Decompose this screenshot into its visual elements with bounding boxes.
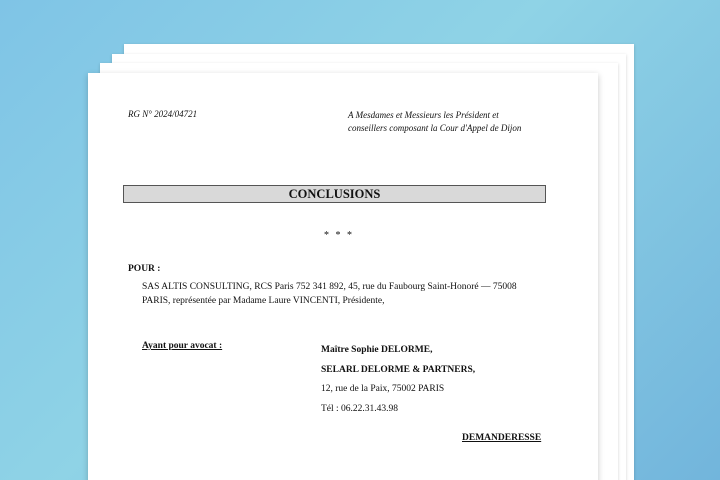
party-line-2: PARIS, représentée par Madame Laure VINCENTI, Présidente, (142, 296, 385, 306)
lawyer-firm: SELARL DELORME & PARTNERS, (321, 364, 476, 375)
party-line-1: SAS ALTIS CONSULTING, RCS Paris 752 341 892, 45, rue du Faubourg Saint-Honoré — 75008 (142, 282, 517, 292)
document-title: CONCLUSIONS (123, 185, 546, 203)
pour-label: POUR : (128, 264, 161, 274)
separator: * * * (324, 230, 354, 241)
party-role: DEMANDERESSE (462, 433, 542, 443)
court-address (348, 109, 521, 135)
case-number: RG N° 2024/04721 (128, 109, 198, 119)
court-address-line-2: conseillers composant la Cour d'Appel de Dijon (348, 123, 522, 133)
court-address-line-1: A Mesdames et Messieurs les Président et (348, 110, 499, 120)
lawyer-block (321, 341, 475, 419)
party-description (142, 280, 517, 308)
document-page (88, 73, 598, 480)
lawyer-address: 12, rue de la Paix, 75002 PARIS (321, 384, 445, 394)
lawyer-name: Maître Sophie DELORME, (321, 345, 433, 355)
lawyer-phone: Tél : 06.22.31.43.98 (321, 403, 399, 414)
lawyer-label: Ayant pour avocat : (142, 341, 223, 351)
